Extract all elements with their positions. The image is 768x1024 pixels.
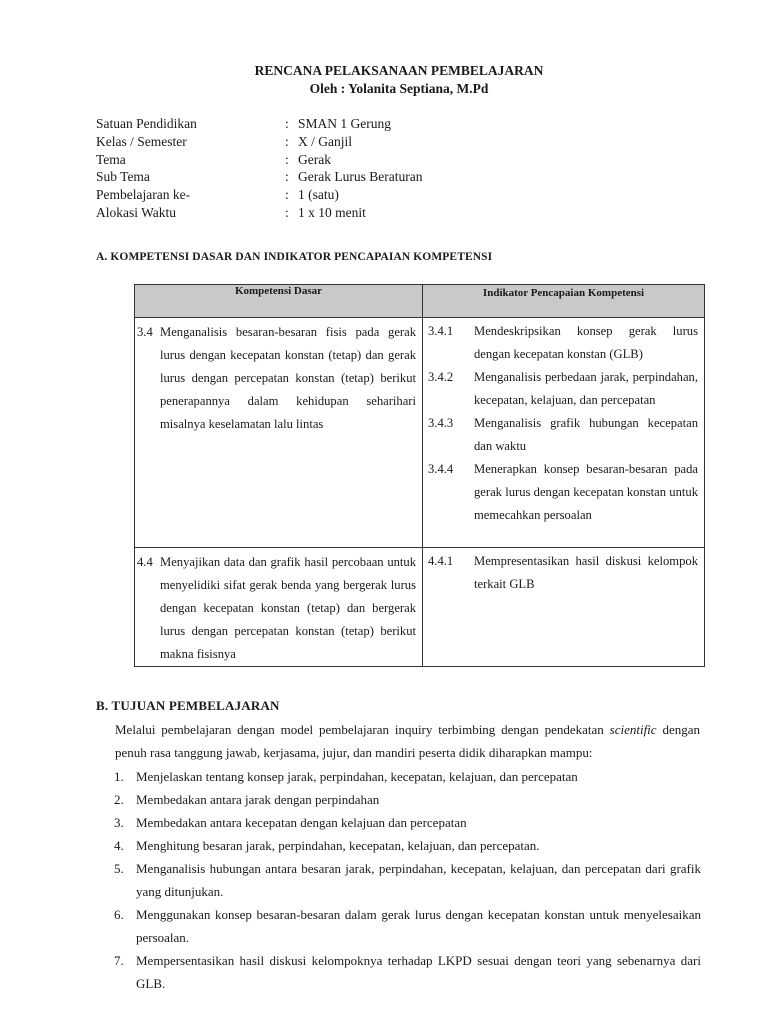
list-item (114, 765, 701, 788)
identity-colon: : (285, 169, 289, 185)
identity-row (96, 134, 596, 152)
column-header-ipk: Indikator Pencapaian Kompetensi (423, 285, 705, 318)
identity-block (96, 116, 596, 223)
identity-value: 1 (satu) (298, 187, 339, 203)
list-item-text: Menggunakan konsep besaran-besaran dalam gerak lurus dengan kecepatan konstan untuk menyelesaikan persoalan. (136, 907, 701, 945)
indicator-item (423, 412, 704, 458)
identity-label: Tema (96, 151, 126, 167)
indicator-text: Menganalisis grafik hubungan kecepatan dan waktu (474, 416, 698, 453)
indicator-number: 3.4.2 (428, 370, 454, 384)
list-item (114, 811, 701, 834)
identity-label: Kelas / Semester (96, 133, 187, 149)
indicator-item (423, 320, 704, 366)
indicator-item (423, 366, 704, 412)
indicator-number: 4.4.1 (428, 554, 454, 568)
list-item (114, 949, 701, 995)
identity-label: Pembelajaran ke- (96, 187, 191, 203)
table-row (135, 548, 705, 667)
kd-cell (135, 548, 423, 667)
identity-value: Gerak (298, 151, 331, 167)
list-item-text: Menganalisis hubungan antara besaran jarak, perpindahan, kecepatan, kelajuan, dan percepatan dari grafik yang ditunjukan. (136, 861, 701, 899)
list-item (114, 903, 701, 949)
table-row (135, 318, 705, 548)
list-item-number: 2. (114, 792, 124, 807)
document-title: RENCANA PELAKSANAAN PEMBELAJARAN (254, 63, 544, 78)
kd-text: Menyajikan data dan grafik hasil percobaan untuk menyelidiki sifat gerak benda yang bergerak lurus dengan kecepatan konstan (tetap) dan bergerak lurus dengan percepatan konstan (tetap) berikut makna fisisnya (160, 555, 416, 661)
indicator-text: Menerapkan konsep besaran-besaran pada gerak lurus dengan kecepatan konstan untuk memecahkan persoalan (474, 462, 698, 522)
identity-value: Gerak Lurus Beraturan (298, 169, 423, 185)
intro-italic-term: scientific (609, 722, 657, 737)
kd-text: Menganalisis besaran-besaran fisis pada gerak lurus dengan kecepatan konstan (tetap) dan gerak lurus dengan percepatan konstan (tetap) berikut penerapannya dalam kehidupan seharihari misalnya keselamatan lalu lintas (160, 325, 416, 431)
indicator-text: Menganalisis perbedaan jarak, perpindahan, kecepatan, kelajuan, dan percepatan (474, 370, 698, 407)
list-item-text: Menjelaskan tentang konsep jarak, perpindahan, kecepatan, kelajuan, dan percepatan (136, 769, 578, 784)
list-item-text: Mempersentasikan hasil diskusi kelompoknya terhadap LKPD sesuai dengan teori yang sebenarnya dari GLB. (136, 953, 701, 991)
identity-value: SMAN 1 Gerung (298, 116, 391, 131)
indicator-number: 3.4.1 (428, 324, 454, 338)
list-item-number: 4. (114, 838, 124, 853)
indicator-cell (423, 548, 705, 667)
indicator-cell (423, 318, 705, 548)
indicator-item (423, 458, 704, 527)
identity-colon: : (285, 151, 289, 167)
identity-colon: : (285, 204, 289, 220)
list-item-number: 7. (114, 953, 124, 968)
identity-label: Alokasi Waktu (96, 204, 177, 220)
list-item (114, 834, 701, 857)
identity-row (96, 205, 596, 223)
kd-cell (135, 318, 423, 548)
identity-row (96, 169, 596, 187)
list-item-number: 6. (114, 907, 124, 922)
identity-row (96, 116, 596, 134)
identity-label: Sub Tema (96, 169, 150, 185)
list-item-number: 1. (114, 769, 124, 784)
identity-row (96, 152, 596, 170)
list-item (114, 788, 701, 811)
section-b-heading: B. TUJUAN PEMBELAJARAN (96, 698, 280, 713)
column-header-kd: Kompetensi Dasar (135, 285, 423, 318)
identity-colon: : (285, 116, 289, 131)
list-item-text: Menghitung besaran jarak, perpindahan, kecepatan, kelajuan, dan percepatan. (136, 838, 540, 853)
objective-list (114, 765, 701, 995)
list-item-number: 5. (114, 861, 124, 876)
competency-table (134, 284, 705, 667)
identity-value: X / Ganjil (298, 133, 352, 149)
list-item-text: Membedakan antara kecepatan dengan kelajuan dan percepatan (136, 815, 467, 830)
indicator-text: Mempresentasikan hasil diskusi kelompok terkait GLB (474, 554, 698, 591)
list-item (114, 857, 701, 903)
kd-number: 4.4 (137, 555, 153, 569)
identity-colon: : (285, 133, 289, 149)
identity-row (96, 187, 596, 205)
document-author: Oleh : Yolanita Septiana, M.Pd (309, 81, 489, 96)
section-a-heading: A. KOMPETENSI DASAR DAN INDIKATOR PENCAPAIAN KOMPETENSI (96, 251, 493, 263)
indicator-item (423, 550, 704, 596)
indicator-number: 3.4.4 (428, 462, 454, 476)
table-header-row (135, 285, 705, 318)
identity-label: Satuan Pendidikan (96, 116, 197, 131)
indicator-text: Mendeskripsikan konsep gerak lurus dengan kecepatan konstan (GLB) (474, 324, 698, 361)
identity-value: 1 x 10 menit (298, 204, 366, 220)
indicator-number: 3.4.3 (428, 416, 454, 430)
list-item-text: Membedakan antara jarak dengan perpindahan (136, 792, 380, 807)
kd-number: 3.4 (137, 325, 153, 339)
list-item-number: 3. (114, 815, 124, 830)
identity-colon: : (285, 187, 289, 203)
objective-intro (115, 718, 700, 764)
intro-text-start: Melalui pembelajaran dengan model pembelajaran inquiry terbimbing dengan pendekatan (115, 722, 610, 737)
intro-text-end: dengan penuh rasa tanggung jawab, kerjasama, jujur, dan mandiri peserta didik diharapkan mampu: (115, 722, 700, 760)
